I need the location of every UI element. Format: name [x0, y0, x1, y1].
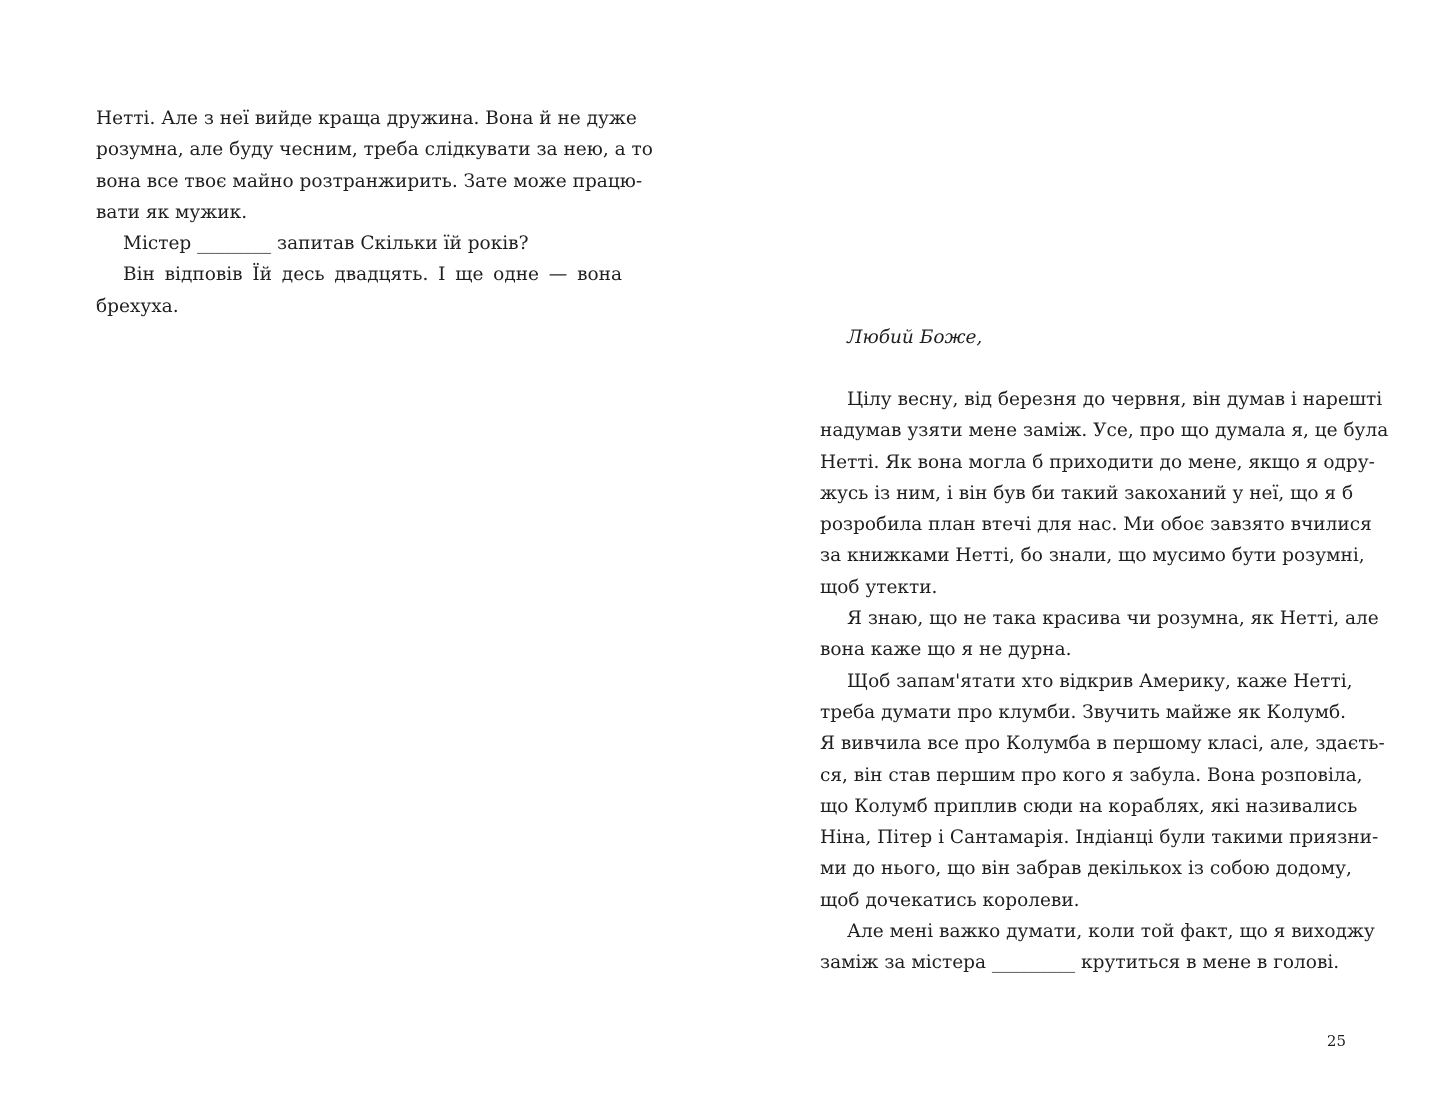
- text-line: щоб дочекатись королеви.: [820, 889, 1080, 911]
- text-line: Цілу весну, від березня до червня, він думав і нарешті: [847, 389, 1383, 410]
- letter-salutation: Любий Боже,: [847, 327, 983, 348]
- right-page-text: [820, 384, 1389, 979]
- text-line: Але мені важко думати, коли той факт, що я виходжу: [847, 921, 1375, 943]
- text-line: треба думати про клумби. Звучить майже як Колумб.: [820, 701, 1347, 723]
- text-line: ся, він став першим про кого я забула. Вона розповіла,: [820, 764, 1363, 786]
- text-line: брехуха.: [96, 295, 179, 317]
- text-line: жусь із ним, і він був би такий закоханий у неї, що я б: [820, 482, 1354, 504]
- text-line: Він відповів Їй десь двадцять. І ще одне — вона: [123, 264, 622, 286]
- text-line: вона каже що я не дурна.: [820, 639, 1072, 661]
- text-line: що Колумб приплив сюди на кораблях, які називались: [820, 795, 1358, 817]
- text-line: Ніна, Пітер і Сантамарія. Індіанці були такими приязни-: [820, 827, 1379, 849]
- page-number: 25: [1326, 1032, 1346, 1050]
- right-page: [720, 0, 1440, 1105]
- text-line: ми до нього, що він забрав декількох із собою додому,: [820, 858, 1352, 880]
- left-page-text: [96, 103, 653, 322]
- text-line: вати як мужик.: [96, 201, 248, 223]
- text-line: надумав узяти мене заміж. Усе, про що думала я, це була: [820, 420, 1389, 442]
- text-line: Містер ________ запитав Скільки їй років?: [123, 233, 529, 255]
- text-line: Нетті. Як вона могла б приходити до мене, якщо я одру-: [820, 451, 1375, 473]
- text-line: Я знаю, що не така красива чи розумна, як Нетті, але: [847, 608, 1379, 630]
- text-line: Нетті. Але з неї вийде краща дружина. Вона й не дуже: [96, 108, 637, 129]
- text-line: вона все твоє майно розтранжирить. Зате може працю-: [96, 170, 643, 192]
- text-line: щоб утекти.: [820, 576, 938, 598]
- text-line: за книжками Нетті, бо знали, що мусимо бути розумні,: [820, 545, 1365, 567]
- text-line: Щоб запам'ятати хто відкрив Америку, каже Нетті,: [847, 670, 1353, 692]
- text-line: Я вивчила все про Колумба в першому класі, але, здаєть-: [820, 733, 1385, 755]
- text-line: заміж за містера _________ крутиться в мене в голові.: [820, 952, 1340, 974]
- text-line: розробила план втечі для нас. Ми обоє завзято вчилися: [820, 514, 1372, 536]
- text-line: розумна, але буду чесним, треба слідкувати за нею, а то: [96, 139, 653, 161]
